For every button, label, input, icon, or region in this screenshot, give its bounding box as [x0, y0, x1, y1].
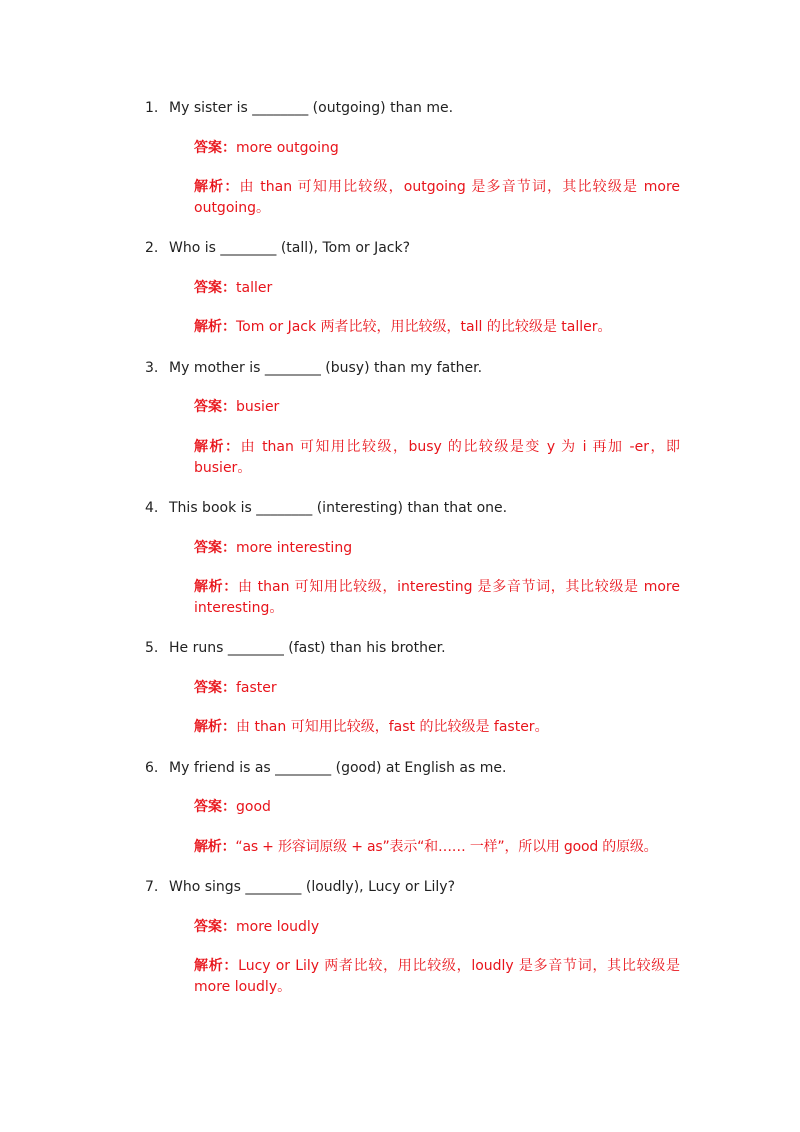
explanation-text: “as + 形容词原级 + as”表示“和…… 一样”，所以用 good 的原级。 [235, 839, 658, 855]
question-1 [145, 98, 453, 118]
answer-text: faster [236, 680, 277, 696]
answer-text: more interesting [236, 540, 353, 556]
answer-text: taller [236, 280, 273, 296]
question-text: This book is ________ (interesting) than that one. [169, 500, 508, 516]
answer-text: more loudly [236, 919, 320, 935]
explanation-3 [194, 437, 680, 479]
answer-text: busier [236, 399, 280, 415]
question-text: My sister is ________ (outgoing) than me. [169, 100, 454, 116]
question-5 [145, 638, 446, 658]
question-text: My friend is as ________ (good) at English as me. [169, 760, 507, 776]
explanation-text: 由 than 可知用比较级，interesting 是多音节词，其比较级是 more interesting。 [194, 579, 680, 616]
answer-6 [194, 797, 680, 818]
question-3 [145, 358, 482, 378]
question-4 [145, 498, 507, 518]
question-text: Who sings ________ (loudly), Lucy or Lily? [169, 879, 456, 895]
explanation-1 [194, 177, 680, 219]
explanation-4 [194, 577, 680, 619]
question-text: My mother is ________ (busy) than my father. [169, 360, 483, 376]
explanation-text: 由 than 可知用比较级，outgoing 是多音节词，其比较级是 more outgoing。 [194, 179, 680, 216]
question-6 [145, 758, 506, 778]
question-7 [145, 877, 455, 897]
explanation-label: 解析： [194, 579, 238, 595]
explanation-label: 解析： [194, 958, 239, 974]
answer-2 [194, 278, 680, 299]
explanation-text: 由 than 可知用比较级，busy 的比较级是变 y 为 i 再加 -er，即 busier。 [194, 439, 681, 476]
question-number: 1. [145, 100, 159, 116]
answer-5 [194, 678, 680, 699]
explanation-2 [194, 317, 680, 338]
answer-1 [194, 138, 680, 159]
explanation-7 [194, 956, 680, 998]
question-number: 3. [145, 360, 159, 376]
question-text: He runs ________ (fast) than his brother. [169, 640, 446, 656]
answer-text: more outgoing [236, 140, 339, 156]
question-number: 5. [145, 640, 159, 656]
question-number: 6. [145, 760, 159, 776]
answer-7 [194, 917, 680, 938]
answer-label: 答案： [194, 540, 236, 556]
answer-label: 答案： [194, 919, 236, 935]
question-text: Who is ________ (tall), Tom or Jack? [169, 240, 411, 256]
explanation-5 [194, 717, 680, 738]
answer-label: 答案： [194, 399, 236, 415]
explanation-text: Lucy or Lily 两者比较，用比较级，loudly 是多音节词，其比较级是 more loudly。 [194, 958, 680, 995]
answer-label: 答案： [194, 799, 236, 815]
explanation-label: 解析： [194, 179, 240, 195]
explanation-label: 解析： [194, 439, 241, 455]
question-number: 4. [145, 500, 159, 516]
answer-label: 答案： [194, 140, 236, 156]
explanation-text: Tom or Jack 两者比较，用比较级，tall 的比较级是 taller。 [236, 319, 612, 335]
answer-3 [194, 397, 680, 418]
answer-text: good [236, 799, 271, 815]
answer-label: 答案： [194, 280, 236, 296]
explanation-label: 解析： [194, 839, 236, 855]
explanation-label: 解析： [194, 719, 236, 735]
answer-4 [194, 538, 680, 559]
explanation-text: 由 than 可知用比较级，fast 的比较级是 faster。 [236, 719, 549, 735]
explanation-label: 解析： [194, 319, 236, 335]
question-2 [145, 238, 410, 258]
explanation-6 [194, 837, 694, 858]
question-number: 7. [145, 879, 159, 895]
question-number: 2. [145, 240, 159, 256]
answer-label: 答案： [194, 680, 236, 696]
